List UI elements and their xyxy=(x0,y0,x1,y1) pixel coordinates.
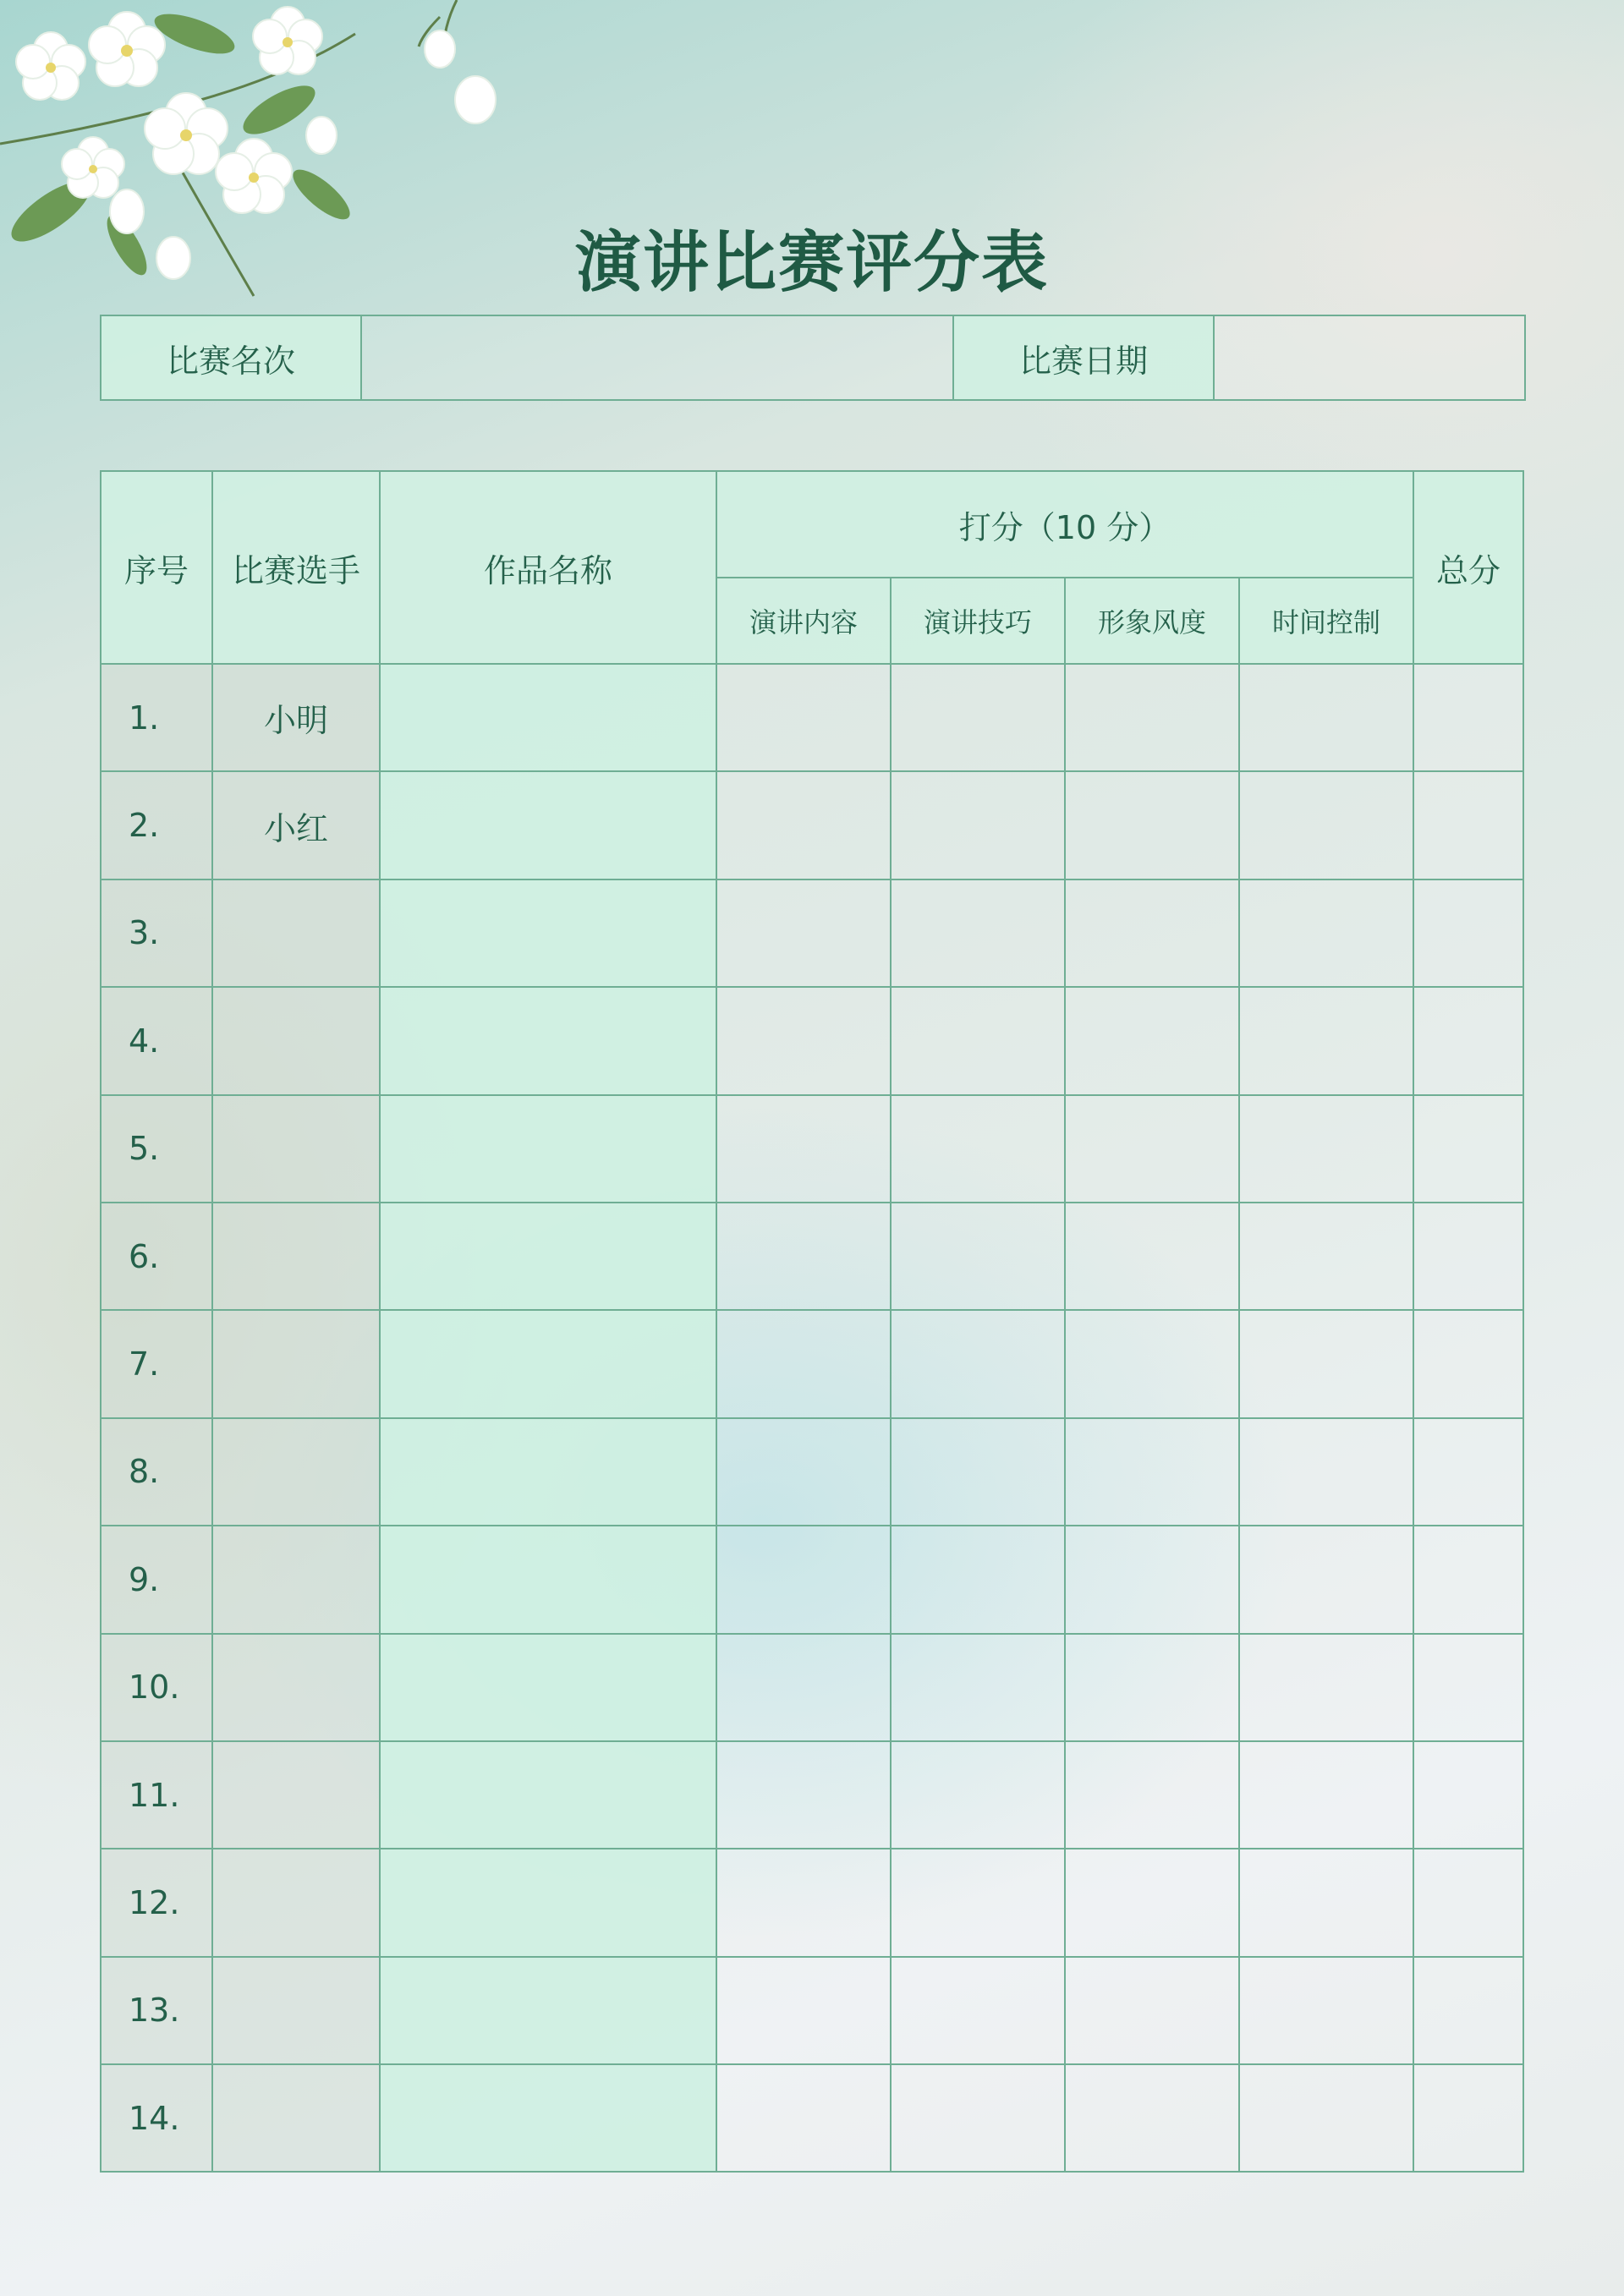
row-score-appearance[interactable] xyxy=(1065,1203,1239,1310)
row-index: 8. xyxy=(101,1418,212,1526)
row-player[interactable] xyxy=(212,1957,380,2064)
row-score-skill[interactable] xyxy=(891,771,1065,879)
row-score-content[interactable] xyxy=(716,771,891,879)
rank-label: 比赛名次 xyxy=(101,315,361,400)
row-total[interactable] xyxy=(1413,1634,1523,1741)
date-field[interactable] xyxy=(1214,315,1525,400)
row-total[interactable] xyxy=(1413,771,1523,879)
page-title: 演讲比赛评分表 xyxy=(574,225,1049,301)
row-score-content[interactable] xyxy=(716,1095,891,1203)
table-row xyxy=(101,1634,1523,1741)
row-work-title[interactable] xyxy=(380,1418,716,1526)
table-row xyxy=(101,879,1523,987)
row-score-content[interactable] xyxy=(716,1418,891,1526)
header-speech-skill: 演讲技巧 xyxy=(891,578,1065,664)
row-work-title[interactable] xyxy=(380,1526,716,1633)
row-score-content[interactable] xyxy=(716,1849,891,1956)
row-score-appearance[interactable] xyxy=(1065,1310,1239,1417)
row-player[interactable] xyxy=(212,1203,380,1310)
row-work-title[interactable] xyxy=(380,771,716,879)
row-score-time[interactable] xyxy=(1239,1526,1413,1633)
row-total[interactable] xyxy=(1413,1957,1523,2064)
table-row xyxy=(101,1418,1523,1526)
row-index: 6. xyxy=(101,1203,212,1310)
row-total[interactable] xyxy=(1413,1741,1523,1849)
row-score-skill[interactable] xyxy=(891,664,1065,771)
row-score-appearance[interactable] xyxy=(1065,771,1239,879)
row-score-appearance[interactable] xyxy=(1065,987,1239,1094)
row-score-appearance[interactable] xyxy=(1065,1634,1239,1741)
row-work-title[interactable] xyxy=(380,1634,716,1741)
table-row xyxy=(101,2064,1523,2172)
row-score-time[interactable] xyxy=(1239,1849,1413,1956)
row-score-content[interactable] xyxy=(716,1741,891,1849)
row-score-appearance[interactable] xyxy=(1065,1741,1239,1849)
row-player[interactable] xyxy=(212,1741,380,1849)
row-total[interactable] xyxy=(1413,664,1523,771)
row-score-appearance[interactable] xyxy=(1065,664,1239,771)
row-score-time[interactable] xyxy=(1239,1741,1413,1849)
header-index: 序号 xyxy=(101,471,212,664)
row-index: 7. xyxy=(101,1310,212,1417)
table-row xyxy=(101,1526,1523,1633)
table-row xyxy=(101,664,1523,771)
row-index: 4. xyxy=(101,987,212,1094)
row-index: 13. xyxy=(101,1957,212,2064)
row-index: 11. xyxy=(101,1741,212,1849)
row-index: 1. xyxy=(101,664,212,771)
row-score-content[interactable] xyxy=(716,1310,891,1417)
row-total[interactable] xyxy=(1413,2064,1523,2172)
row-score-skill[interactable] xyxy=(891,987,1065,1094)
row-total[interactable] xyxy=(1413,1203,1523,1310)
date-label: 比赛日期 xyxy=(953,315,1214,400)
row-work-title[interactable] xyxy=(380,1957,716,2064)
row-work-title[interactable] xyxy=(380,2064,716,2172)
row-score-time[interactable] xyxy=(1239,1095,1413,1203)
row-score-time[interactable] xyxy=(1239,2064,1413,2172)
row-total[interactable] xyxy=(1413,1526,1523,1633)
row-index: 5. xyxy=(101,1095,212,1203)
row-player[interactable] xyxy=(212,2064,380,2172)
row-index: 14. xyxy=(101,2064,212,2172)
row-work-title[interactable] xyxy=(380,1203,716,1310)
row-player[interactable] xyxy=(212,1310,380,1417)
row-score-time[interactable] xyxy=(1239,987,1413,1094)
table-row xyxy=(101,1310,1523,1417)
row-score-content[interactable] xyxy=(716,2064,891,2172)
row-score-skill[interactable] xyxy=(891,1418,1065,1526)
table-row xyxy=(101,1095,1523,1203)
table-row xyxy=(101,1957,1523,2064)
row-score-skill[interactable] xyxy=(891,1310,1065,1417)
row-score-time[interactable] xyxy=(1239,1310,1413,1417)
header-appearance: 形象风度 xyxy=(1065,578,1239,664)
row-score-skill[interactable] xyxy=(891,1634,1065,1741)
row-index: 12. xyxy=(101,1849,212,1956)
row-score-content[interactable] xyxy=(716,1634,891,1741)
row-score-content[interactable] xyxy=(716,1957,891,2064)
header-player: 比赛选手 xyxy=(212,471,380,664)
header-work: 作品名称 xyxy=(380,471,716,664)
row-work-title[interactable] xyxy=(380,1849,716,1956)
row-work-title[interactable] xyxy=(380,664,716,771)
row-player[interactable] xyxy=(212,1634,380,1741)
row-player[interactable]: 小明 xyxy=(212,664,380,771)
row-total[interactable] xyxy=(1413,1418,1523,1526)
row-score-skill[interactable] xyxy=(891,1095,1065,1203)
row-work-title[interactable] xyxy=(380,987,716,1094)
row-index: 3. xyxy=(101,879,212,987)
row-score-skill[interactable] xyxy=(891,879,1065,987)
row-player[interactable] xyxy=(212,1418,380,1526)
row-player[interactable] xyxy=(212,1526,380,1633)
row-score-skill[interactable] xyxy=(891,1849,1065,1956)
row-index: 2. xyxy=(101,771,212,879)
row-score-time[interactable] xyxy=(1239,1418,1413,1526)
row-score-content[interactable] xyxy=(716,987,891,1094)
row-total[interactable] xyxy=(1413,1095,1523,1203)
row-player[interactable] xyxy=(212,987,380,1094)
row-score-appearance[interactable] xyxy=(1065,1849,1239,1956)
row-score-content[interactable] xyxy=(716,1526,891,1633)
row-score-skill[interactable] xyxy=(891,2064,1065,2172)
row-score-skill[interactable] xyxy=(891,1957,1065,2064)
row-player[interactable] xyxy=(212,879,380,987)
row-score-appearance[interactable] xyxy=(1065,1526,1239,1633)
rank-field[interactable] xyxy=(361,315,953,400)
row-score-time[interactable] xyxy=(1239,1634,1413,1741)
header-score-group: 打分（10 分） xyxy=(716,471,1413,578)
header-time-control: 时间控制 xyxy=(1239,578,1413,664)
row-score-appearance[interactable] xyxy=(1065,1418,1239,1526)
table-row xyxy=(101,1849,1523,1956)
row-total[interactable] xyxy=(1413,879,1523,987)
row-index: 9. xyxy=(101,1526,212,1633)
table-row xyxy=(101,1741,1523,1849)
header-total: 总分 xyxy=(1413,471,1523,664)
table-row xyxy=(101,987,1523,1094)
row-score-time[interactable] xyxy=(1239,771,1413,879)
row-score-time[interactable] xyxy=(1239,879,1413,987)
row-score-content[interactable] xyxy=(716,879,891,987)
row-score-content[interactable] xyxy=(716,664,891,771)
row-total[interactable] xyxy=(1413,1849,1523,1956)
table-row xyxy=(101,1203,1523,1310)
row-score-appearance[interactable] xyxy=(1065,2064,1239,2172)
row-score-appearance[interactable] xyxy=(1065,1095,1239,1203)
row-player[interactable] xyxy=(212,1849,380,1956)
competition-info-table xyxy=(100,315,1526,401)
row-score-content[interactable] xyxy=(716,1203,891,1310)
row-total[interactable] xyxy=(1413,987,1523,1094)
row-player[interactable]: 小红 xyxy=(212,771,380,879)
row-work-title[interactable] xyxy=(380,1310,716,1417)
row-total[interactable] xyxy=(1413,1310,1523,1417)
row-score-skill[interactable] xyxy=(891,1526,1065,1633)
row-score-skill[interactable] xyxy=(891,1203,1065,1310)
row-score-time[interactable] xyxy=(1239,1203,1413,1310)
table-row xyxy=(101,771,1523,879)
row-work-title[interactable] xyxy=(380,879,716,987)
row-player[interactable] xyxy=(212,1095,380,1203)
row-score-skill[interactable] xyxy=(891,1741,1065,1849)
row-score-appearance[interactable] xyxy=(1065,1957,1239,2064)
row-score-time[interactable] xyxy=(1239,664,1413,771)
row-score-time[interactable] xyxy=(1239,1957,1413,2064)
row-score-appearance[interactable] xyxy=(1065,879,1239,987)
row-index: 10. xyxy=(101,1634,212,1741)
header-speech-content: 演讲内容 xyxy=(716,578,891,664)
scoring-table xyxy=(100,470,1524,2173)
row-work-title[interactable] xyxy=(380,1095,716,1203)
row-work-title[interactable] xyxy=(380,1741,716,1849)
